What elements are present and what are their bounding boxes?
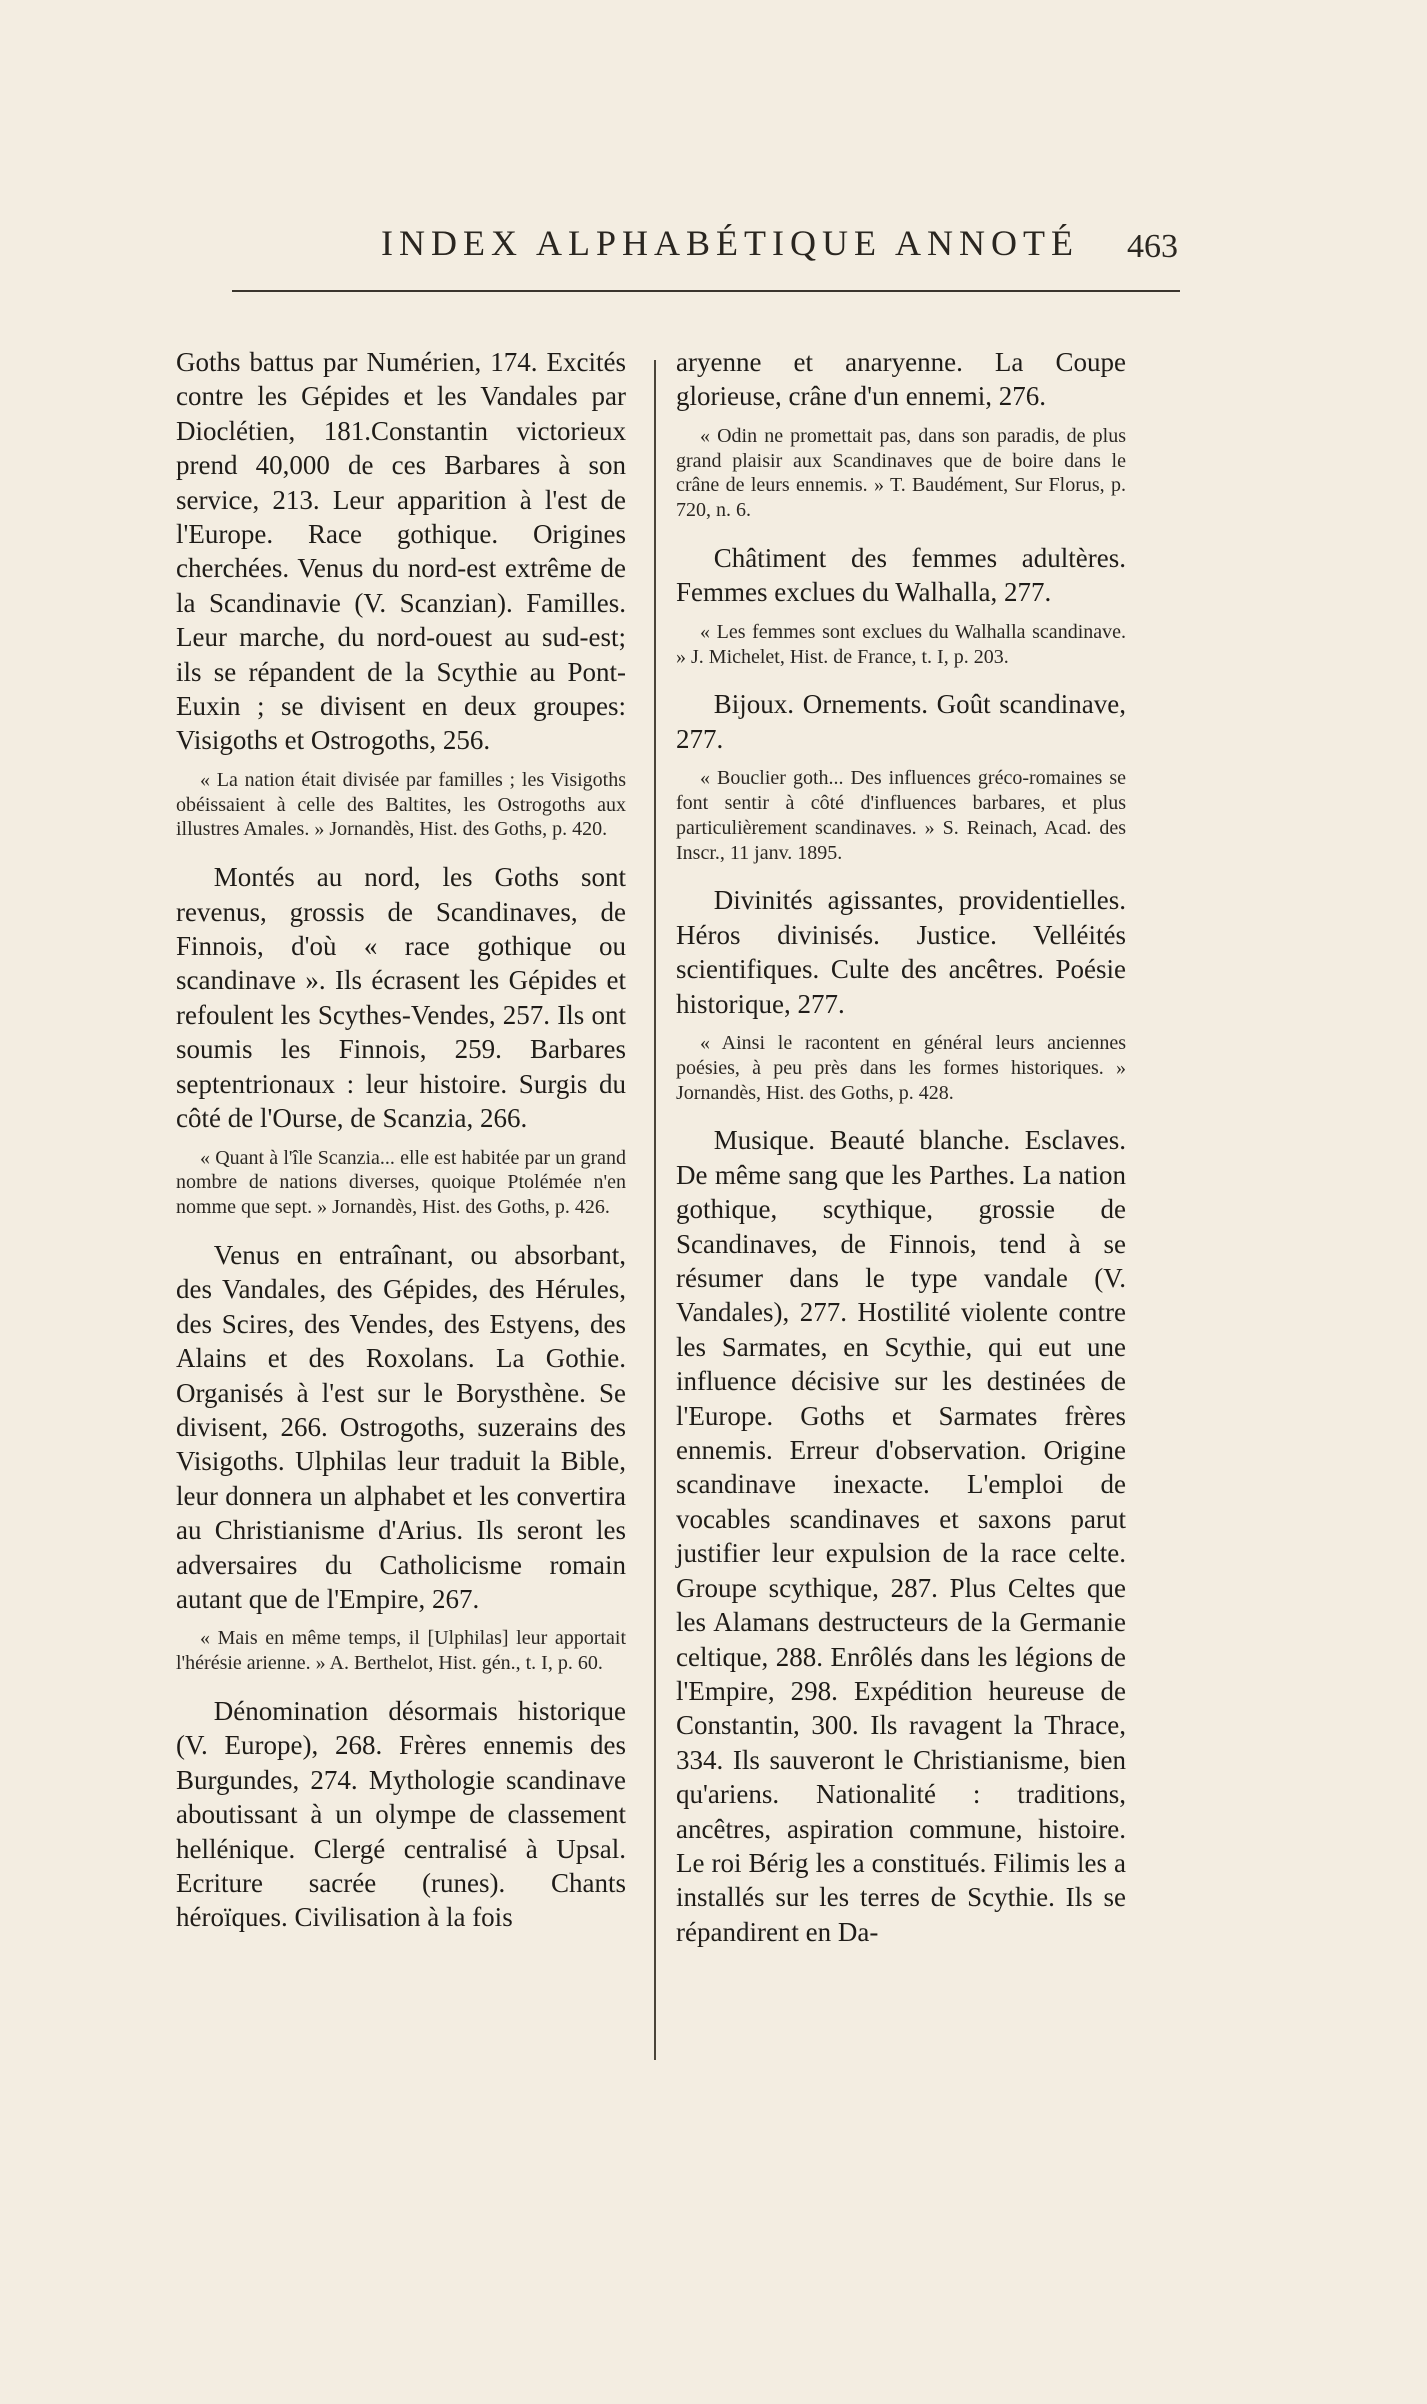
citation-quote: « Quant à l'île Scanzia... elle est habitée par un grand nombre de nations diverses, quoique Ptolémée n'en nomme que sept. » Jornandès, Hist. des Goths, p. 426. (176, 1146, 626, 1219)
column-divider (654, 360, 656, 2060)
left-column (176, 345, 626, 1935)
index-entry: aryenne et anaryenne. La Coupe glorieuse, crâne d'un ennemi, 276. (676, 347, 1126, 412)
citation-quote: « La nation était divisée par familles ; les Visigoths obéissaient à celle des Baltites, les Ostrogoths aux illustres Amales. » Jornandès, Hist. des Goths, p. 420. (176, 768, 626, 841)
index-entry: Venus en entraînant, ou absorbant, des Vandales, des Gépides, des Hérules, des Scires, des Vendes, des Estyens, des Alains et des Roxolans. La Gothie. Organisés à l'est sur le Borysthène. Se divisent, 266. Ostrogoths, suzerains des Visigoths. Ulphilas leur traduit la Bible, leur donnera un alphabet et les convertira au Christianisme d'Arius. Ils seront les adversaires du Catholicisme romain autant que de l'Empire, 267. (176, 1239, 626, 1614)
running-head: INDEX ALPHABÉTIQUE ANNOTÉ (381, 223, 1079, 263)
index-entry: Montés au nord, les Goths sont revenus, grossis de Scandinaves, de Finnois, d'où « race gothique ou scandinave ». Ils écrasent les Gépides et refoulent les Scythes-Vendes, 257. Ils ont soumis les Finnois, 259. Barbares septentrionaux : leur histoire. Surgis du côté de l'Ourse, de Scanzia, 266. (176, 862, 626, 1134)
index-entry: Goths battus par Numérien, 174. Excités contre les Gépides et les Vandales par Dioclétien, 181.Constantin victorieux prend 40,000 de ces Barbares à son service, 213. Leur apparition à l'est de l'Europe. Race gothique. Origines cherchées. Venus du nord-est extrême de la Scandinavie (V. Scanzian). Familles. Leur marche, du nord-ouest au sud-est; ils se répandent de la Scythie au Pont-Euxin ; se divisent en deux groupes: Visigoths et Ostrogoths, 256. (176, 347, 626, 756)
index-entry: Bijoux. Ornements. Goût scandinave, 277. (676, 689, 1126, 754)
page-number: 463 (1127, 228, 1178, 265)
citation-quote: « Mais en même temps, il [Ulphilas] leur apportait l'hérésie arienne. » A. Berthelot, Hist. gén., t. I, p. 60. (176, 1627, 626, 1675)
citation-quote: « Ainsi le racontent en général leurs anciennes poésies, à peu près dans les formes historiques. » Jornandès, Hist. des Goths, p. 428. (676, 1032, 1126, 1104)
index-entry: Châtiment des femmes adultères. Femmes exclues du Walhalla, 277. (676, 543, 1126, 608)
header-rule (232, 290, 1180, 292)
right-column (676, 345, 1126, 1949)
index-entry: Divinités agissantes, providentielles. Héros divinisés. Justice. Velléités scientifiques. Culte des ancêtres. Poésie historique, 277. (676, 885, 1126, 1019)
index-entry: Dénomination désormais historique (V. Europe), 268. Frères ennemis des Burgundes, 274. Mythologie scandinave aboutissant à un olympe de classement hellénique. Clergé centralisé à Upsal. Ecriture sacrée (runes). Chants héroïques. Civilisation à la fois (176, 1695, 626, 1933)
citation-quote: « Les femmes sont exclues du Walhalla scandinave. » J. Michelet, Hist. de France, t. I, p. 203. (676, 620, 1126, 668)
citation-quote: « Odin ne promettait pas, dans son paradis, de plus grand plaisir aux Scandinaves que de boire dans le crâne de leurs ennemis. » T. Baudément, Sur Florus, p. 720, n. 6. (676, 424, 1126, 522)
index-entry: Musique. Beauté blanche. Esclaves. De même sang que les Parthes. La nation gothique, scythique, grossie de Scandinaves, de Finnois, tend à se résumer dans le type vandale (V. Vandales), 277. Hostilité violente contre les Sarmates, en Scythie, qui eut une influence décisive sur les destinées de l'Europe. Goths et Sarmates frères ennemis. Erreur d'observation. Origine scandinave inexacte. L'emploi de vocables scandinaves et saxons parut justifier leur expulsion de la race celte. Groupe scythique, 287. Plus Celtes que les Alamans destructeurs de la Germanie celtique, 288. Enrôlés dans les légions de l'Empire, 298. Expédition heureuse de Constantin, 300. Ils ravagent la Thrace, 334. Ils sauveront le Christianisme, bien qu'ariens. Nationalité : traditions, ancêtres, aspiration commune, histoire. Le roi Bérig les a constitués. Filimis les a installés sur les terres de Scythie. Ils se répandirent en Da- (676, 1125, 1126, 1947)
citation-quote: « Bouclier goth... Des influences gréco-romaines se font sentir à côté d'influences barbares, et plus particulièrement scandinaves. » S. Reinach, Acad. des Inscr., 11 janv. 1895. (676, 767, 1126, 864)
